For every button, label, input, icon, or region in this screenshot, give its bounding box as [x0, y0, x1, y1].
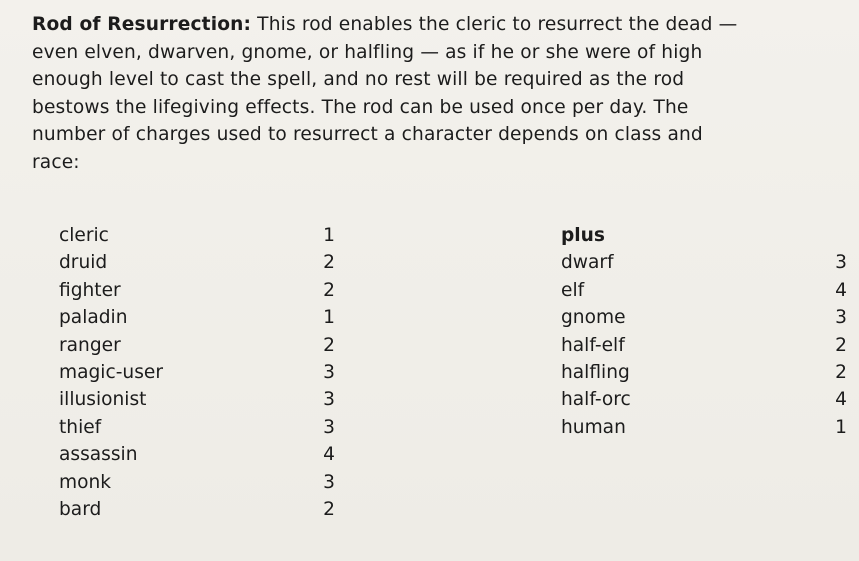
table-row [561, 277, 847, 304]
charge-count: 2 [323, 498, 335, 520]
charge-count: 1 [835, 416, 847, 438]
table-row [59, 332, 335, 359]
race-name: human [561, 416, 626, 438]
race-name: halfling [561, 361, 630, 383]
charge-count: 3 [835, 307, 847, 329]
charge-count: 2 [835, 334, 847, 356]
class-name: magic-user [59, 361, 163, 383]
charge-count: 1 [323, 225, 335, 246]
class-name: druid [59, 252, 108, 274]
table-row [59, 414, 335, 441]
charge-count: 3 [323, 389, 335, 411]
table-row [59, 496, 335, 523]
charge-count: 2 [323, 334, 335, 356]
class-name: thief [59, 416, 102, 438]
item-description [32, 11, 844, 177]
charge-count: 4 [835, 279, 847, 301]
charge-count: 2 [323, 252, 335, 274]
item-heading: Rod of Resurrection: [32, 14, 252, 35]
description-line-6: race: [32, 151, 80, 173]
table-row [561, 386, 847, 413]
class-name: cleric [59, 225, 109, 246]
description-text-1: This rod enables the cleric to resurrect the dead — [251, 14, 738, 35]
class-name: assassin [59, 444, 138, 466]
plus-label: plus [561, 225, 605, 246]
table-row [59, 304, 335, 331]
charge-count: 1 [323, 307, 335, 329]
class-name: ranger [59, 334, 121, 356]
race-name: half-orc [561, 389, 631, 411]
class-name: bard [59, 498, 102, 520]
description-line-3: enough level to cast the spell, and no rest will be required as the rod [32, 69, 685, 91]
race-name: gnome [561, 307, 626, 329]
charge-count: 3 [323, 361, 335, 383]
table-row [561, 332, 847, 359]
table-row [561, 304, 847, 331]
charge-count: 4 [323, 444, 335, 466]
class-name: illusionist [59, 389, 147, 411]
charge-count: 3 [323, 416, 335, 438]
description-line-5: number of charges used to resurrect a character depends on class and [32, 124, 703, 146]
race-name: dwarf [561, 252, 614, 274]
class-name: paladin [59, 307, 128, 329]
description-line-1 [32, 11, 844, 39]
race-name: half-elf [561, 334, 625, 356]
race-name: elf [561, 279, 585, 301]
table-row [59, 386, 335, 413]
race-table-heading [561, 222, 847, 249]
class-name: fighter [59, 279, 121, 301]
table-row [59, 359, 335, 386]
charge-count: 3 [835, 252, 847, 274]
table-row [59, 222, 335, 249]
description-line-4: bestows the lifegiving effects. The rod can be used once per day. The [32, 96, 689, 118]
description-line-2: even elven, dwarven, gnome, or halfling — as if he or she were of high [32, 41, 703, 63]
charge-count: 2 [835, 361, 847, 383]
class-name: monk [59, 471, 112, 493]
table-row [561, 359, 847, 386]
table-row [561, 249, 847, 276]
table-row [59, 249, 335, 276]
table-row [59, 441, 335, 468]
class-charges-table [59, 222, 335, 523]
charge-count: 4 [835, 389, 847, 411]
charge-count: 2 [323, 279, 335, 301]
table-row [59, 469, 335, 496]
race-charges-table [561, 222, 847, 441]
charge-count: 3 [323, 471, 335, 493]
table-row [561, 414, 847, 441]
table-row [59, 277, 335, 304]
